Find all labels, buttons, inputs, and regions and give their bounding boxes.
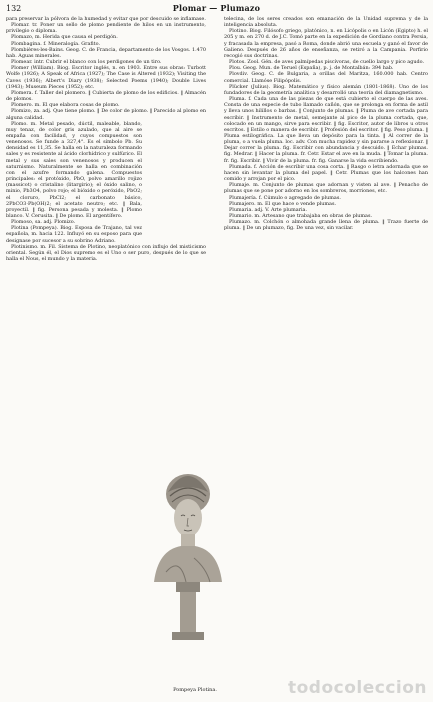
entry-text: Plomer (William). Biog. Escritor inglés, n. en 1903. Entre sus obras: Turbott Wolfe (1926); A Speak of Africa (1927); The Case is Altered (1932); Visiting the Caves (1936); Albert's Diary (1938); Selected Poems (1940); Double Lives (1943); Museum Pieces (1952); etc. (6, 65, 206, 90)
entry-text: Plotina (Pompeya). Biog. Esposa de Trajano, tal vez española, m. hacia 122. Influyó en su esposo para que designase por sucesor a su sobrino Adriano. (6, 225, 142, 244)
page-header (6, 2, 427, 14)
entry-text: Plomear. intr. Cubrir el blanco con los perdigones de un tiro. (11, 59, 162, 66)
entry-text: para preservar la pólvora de la humedad y evitar que por descuido se inflamase. (6, 16, 206, 22)
entry-text: Plumaria. adj. V. Arte plumaria. (229, 206, 307, 213)
page-number: 132 (6, 3, 22, 13)
entry-text: Plomazo, m. Herida que causa el perdigón. (11, 34, 118, 41)
entry-text: Plumario. m. Artesano que trabajaba en obras de plumas. (229, 213, 373, 219)
bust-figure (146, 432, 226, 680)
entry-text: Plovdiv. Geog. C. de Bulgaria, a orillas del Maritza, 160.000 hab. Centro comercial. Llamóse Filipópolis. (224, 71, 428, 84)
entry-text: Plomero. m. El que elabora cosas de plomo. (11, 102, 120, 109)
entry-text: Plumajería. f. Cúmulo o agregado de plumas. (229, 194, 341, 201)
entry-text: Plotino. Biog. Filósofo griego, platónico, n. en Licópolis o en Licón (Egipto) h. el 205 y m. en 270 d. de J.C. Tomó parte en la expedición de Gordiano contra Persia, y fracasada la empresa, pasó a Roma, donde abrió una escuela y ganó el favor de Galieno. Después de 26 años de enseñanza, se retiró a la Campania. Porfirio recogió sus doctrinas. (224, 28, 428, 59)
entry-text: Pluma. f. Cada una de las piezas de que está cubierto el cuerpo de las aves. Consta de una especie de tubo llamado cañón, que se prolonga en forma de astil y lleva unos hilillos o barbas. ‖ Conjunto de plumas. ‖ Pluma de ave cortada para escribir. ‖ Instrumento de metal, semejante al pico de la pluma cortada, que, colocado en un mango, sirve para escribir. ‖ fig. Escritor, autor de libros u otros escritos. ‖ Estilo o manera de escribir. ‖ Profesión del escritor. ‖ fig. Peso pluma. ‖ Pluma estilográfica. La que lleva un depósito para la tinta. ‖ Al correr de la pluma, o a vuela pluma. loc. adv. Con mucha rapidez y sin pararse a reflexionar. ‖ Dejar correr la pluma. fig. Escribir con abundancia y descuido. ‖ Echar plumas. fig. Medrar. ‖ Hacer la pluma. fr. Cetr. Estar el ave en la muda. ‖ Tomar la pluma. fr. fig. Escribir. ‖ Vivir de la pluma. fr. fig. Ganarse la vida escribiendo. (224, 96, 428, 164)
entry-text: Plotos. Zool. Gén. de aves palmípedas piscívoras, de cuello largo y pico agudo. (229, 59, 425, 66)
entry-text: Plumazo. m. Colchón o almohada grande llena de pluma. ‖ Trazo fuerte de pluma. ‖ De un plumazo, fig. De una vez, sin vacilar. (224, 219, 428, 232)
entry-text: Plomo. m. Metal pesado, dúctil, maleable, blando, muy tenaz, de color gris azulado, que al aire se empaña con facilidad, y cuyos compuestos son venenosos. Se funde a 327,4°. Es el símbolo Pb. Su densidad es 11,35. Se halla en la naturaleza formando sales y es resistente al ácido clorhídrico y sulfúrico. El metal y sus sales son venenosos y producen el saturnismo. Naturalmente se halla en combinación con el azufre formando galena. Compuestos principales: el protóxido, PbO, polvo amarillo rojizo (massicot) o cristalino (litargirio); el óxido salino, o minio, Pb3O4, polvo rojo; el bióxido o peróxido, PbO2; el cloruro, PbCl2; el carbonato básico, 2PbCO3·Pb(OH)2; el acetato neutro; etc. ‖ Bala, proyectil. ‖ fig. Persona pesada y molesta. ‖ Plomo blanco. V. Cerusita. ‖ De plomo. El argentífero. (6, 120, 142, 219)
watermark-logo: todocoleccion (287, 678, 427, 698)
right-column (224, 16, 428, 702)
entry-text: Plomar. tr. Poner un sello de plomo pendiente de hilos en un instrumento, privilegio o diploma. (6, 22, 206, 35)
entry-text: Plombières-les-Bains. Geog. C. de Francia, departamento de los Vosgos. 1.470 hab. Aguas minerales. (6, 46, 206, 59)
entry-text: Plotinismo. m. Fil. Sistema de Plotino, neoplatónico con influjo del misticismo oriental. Según él, el Dios supremo es el Uno o ser puro, después de lo que se halla el Nous, el mundo y la materia. (6, 243, 206, 263)
figure-caption: Pompeya Plotina. (173, 687, 217, 693)
entry-text: Plombagina. f. Mineralogía. Grafito. (11, 40, 100, 47)
bust-illustration (146, 432, 226, 680)
entry-text: Plou. Geog. Mun. de Teruel (España), p. j. de Montalbán: 394 hab. (229, 65, 394, 72)
entry-text: Plomera. f. Taller del plomero. ‖ Cubierta de plomo de los edificios. ‖ Almacén de plomos. (6, 89, 206, 103)
entry-text: Plomizo, za. adj. Que tiene plomo. ‖ De color de plomo. ‖ Parecido al plomo en alguna calidad. (6, 108, 206, 121)
running-head: Plomar — Plumazo (172, 3, 261, 13)
entry-text: telecina, de los seres creados son emanación de la Unidad suprema y de la inteligencia absoluta. (224, 16, 428, 29)
entry-text: Plumada. f. Acción de escribir una cosa corta. ‖ Rasgo o letra adornada que se hacen sin levantar la pluma del papel. ‖ Cetr. Plumas que los halcones han comido y arrojan por el pico. (224, 163, 428, 183)
entry-text: Plumaje. m. Conjunto de plumas que adornan y visten al ave. ‖ Penacho de plumas que se pone por adorno en los sombreros, morriones, etc. (224, 182, 428, 195)
entry-text: Plomoso, sa. adj. Plomizo. (11, 219, 76, 226)
entry-text: Plücker (Julius). Biog. Matemático y físico alemán (1801-1868). Uno de los fundadores de la geometría analítica y desarrolló una teoría del diamagnetismo. (224, 83, 428, 96)
entry-text: Plumajero. m. El que hace o vende plumas. (229, 200, 337, 207)
